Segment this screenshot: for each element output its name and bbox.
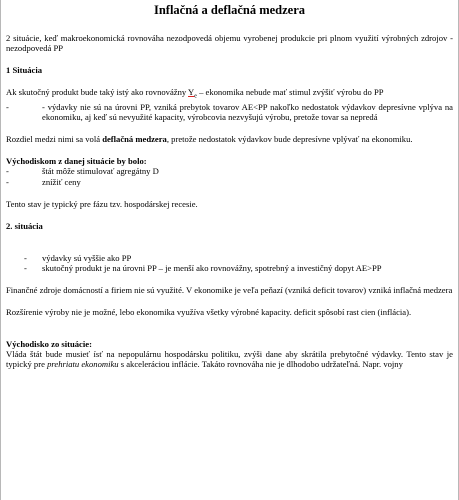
intro-paragraph: 2 situácie, keď makroekonomická rovnováha nezodpovedá objemu vyrobenej produkcie pri plnom využití výrobných zdrojov - nezodpovedá PP [6,33,453,54]
bullet-mark: - [6,176,9,187]
s1p1-text-a: Ak skutočný produkt bude taký istý ako rovnovážny [6,87,189,98]
list-item [24,253,453,263]
section1-exit-heading: Východiskom z danej situácie by bolo: [6,156,147,167]
list-item-text: znížiť ceny [42,176,81,187]
bullet-mark: - [6,102,9,113]
s2p3-italic-term: prehriatu ekonomiku [47,359,119,370]
bullet-mark: - [24,252,27,263]
section1-heading: 1 Situácia [6,65,43,76]
s1p2-text-a: Rozdiel medzi nimi sa volá [6,134,103,145]
section2-exit-heading: Východisko zo situácie: [6,339,92,350]
section2-bullets [6,253,453,273]
section1-bullets [6,102,453,122]
s1p1-symbol-y: Y [188,87,195,98]
s1p1-subscript: e [194,94,197,100]
list-item [6,102,453,122]
section1-paragraph-1 [6,87,453,102]
bullet-mark: - [24,262,27,273]
list-item [6,166,453,176]
section2-paragraph-1: Finančné zdroje domácností a firiem nie sú využité. V ekonomike je veľa peňazí (vzniká deficit tovarov) vzniká inflačná medzera [6,285,453,296]
s1p2-bold-term: deflačná medzera [102,134,167,145]
s1p2-text-b: , pretože nedostatok výdavkov bude depresívne vplývať na ekonomiku. [166,134,413,145]
list-item [24,263,453,273]
list-item-text: výdavky sú vyššie ako PP [42,252,132,263]
section2-paragraph-2: Rozšírenie výroby nie je možné, lebo ekonomika využíva všetky výrobné kapacity. deficit spôsobí rast cien (inflácia). [6,307,412,318]
section1-paragraph-2 [6,134,453,144]
document-title: Inflačná a deflačná medzera [153,3,306,17]
section2-heading: 2. situácia [6,220,43,231]
s2p3-text-a: Vláda štát bude musieť ísť na nepopulárnu hospodársku politiku, zvýši dane aby skrátila prebytočné výdavky. Tento stav je typický pre [6,349,453,370]
list-item-text: skutočný produkt je na úrovni PP – je menší ako rovnovážny, spotrebný a investičný dopyt AE>PP [42,262,382,273]
list-item [6,177,453,187]
bullet-mark: - [6,166,9,177]
list-item-text: - výdavky nie sú na úrovni PP, vzniká prebytok tovarov AE<PP nakoľko nedostatok výdavkov depresívne vplýva na ekonomiku, aj keď sú nevyužité kapacity, výrobcovia nezvyšujú výrobu, pretože tovar sa nepredá [42,102,453,123]
section2-paragraph-3 [6,349,453,369]
list-item-text: štát môže stimulovať agregátny D [42,166,159,177]
section1-exit-list [6,166,453,186]
page-left-edge [0,0,1,500]
s1p1-text-b: – ekonomika nebude mať stimul zvýšiť výrobu do PP [196,87,384,98]
section1-paragraph-3: Tento stav je typický pre fázu tzv. hospodárskej recesie. [6,198,198,209]
s2p3-text-b: s akceleráciou inflácie. Takáto rovnováha nie je dlhodobo udržateľná. Napr. vojny [118,359,403,370]
